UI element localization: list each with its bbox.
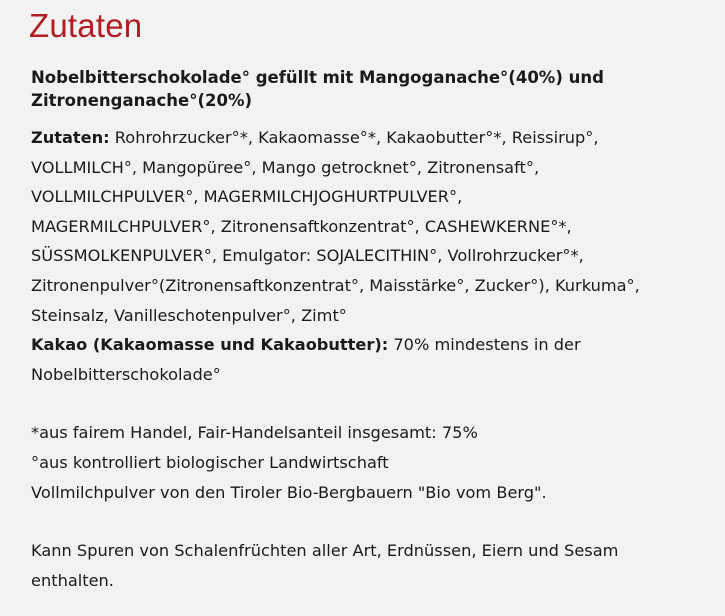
product-name-line-2: Zitronenganache°(20%) xyxy=(31,91,253,110)
ingredient-line-5: SÜSSMOLKENPULVER°, Emulgator: SOJALECITHIN°, Vollrohrzucker°*, xyxy=(31,246,584,266)
ingredient-line-2: VOLLMILCH°, Mangopüree°, Mango getrocknet°, Zitronensaft°, xyxy=(31,157,540,177)
allergen-traces xyxy=(31,536,705,595)
traces-line-1: Kann Spuren von Schalenfrüchten aller Art, Erdnüssen, Eiern und Sesam xyxy=(31,541,619,561)
cocoa-text-1: 70% mindestens in der xyxy=(388,335,581,355)
product-name xyxy=(31,66,705,112)
footnotes xyxy=(31,418,705,507)
organic-note: °aus kontrolliert biologischer Landwirtschaft xyxy=(31,452,389,472)
traces-line-2: enthalten. xyxy=(31,570,114,590)
ingredient-line-4: MAGERMILCHPULVER°, Zitronensaftkonzentrat°, CASHEWKERNE°*, xyxy=(31,216,572,236)
cocoa-line-1 xyxy=(31,330,705,360)
ingredient-line-1 xyxy=(31,123,705,153)
ingredients-label: Zutaten: xyxy=(31,128,110,147)
cocoa-line-2: Nobelbitterschokolade° xyxy=(31,364,221,384)
ingredient-list xyxy=(31,123,705,389)
ingredient-line-6: Zitronenpulver°(Zitronensaftkonzentrat°, Maisstärke°, Zucker°), Kurkuma°, xyxy=(31,275,640,295)
cocoa-label: Kakao (Kakaomasse und Kakaobutter): xyxy=(31,335,389,355)
milk-origin-note: Vollmilchpulver von den Tiroler Bio-Bergbauern "Bio vom Berg". xyxy=(31,482,547,502)
ingredient-text-1: Rohrohrzucker°*, Kakaomasse°*, Kakaobutter°*, Reissirup°, xyxy=(109,128,599,147)
product-name-line-1: Nobelbitterschokolade° gefüllt mit Mangoganache°(40%) und xyxy=(31,68,604,87)
fairtrade-note: *aus fairem Handel, Fair-Handelsanteil insgesamt: 75% xyxy=(31,423,478,443)
ingredient-line-7: Steinsalz, Vanilleschotenpulver°, Zimt° xyxy=(31,305,347,325)
section-title: Zutaten xyxy=(29,7,143,44)
ingredient-line-3: VOLLMILCHPULVER°, MAGERMILCHJOGHURTPULVER°, xyxy=(31,187,463,207)
